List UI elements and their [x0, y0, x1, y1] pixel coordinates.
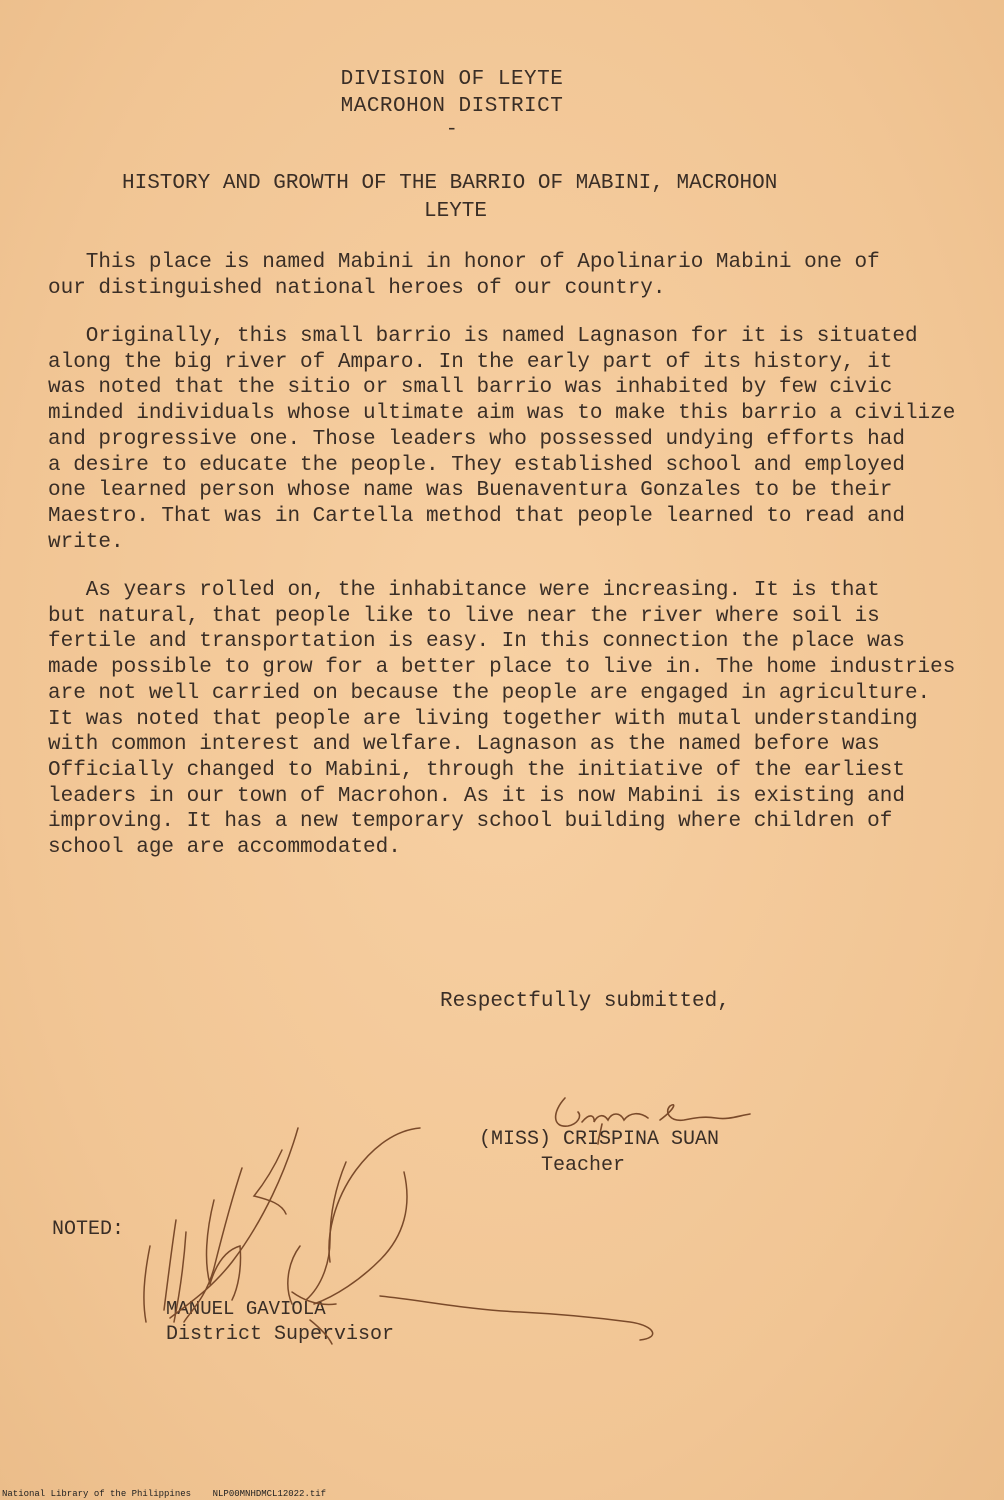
text-line: was noted that the sitio or small barrio was inhabited by few civic: [48, 376, 893, 400]
text-line: a desire to educate the people. They established school and employed: [48, 453, 905, 477]
text-line: It was noted that people are living together with mutal understanding: [48, 707, 918, 731]
text-line: write.: [48, 530, 124, 554]
heading-dash: -: [445, 118, 459, 141]
text-line: This place is named Mabini in honor of Apolinario Mabini one of: [48, 251, 880, 274]
document-title: HISTORY AND GROWTH OF THE BARRIO OF MABINI, MACROHON: [122, 172, 778, 195]
text-line: Originally, this small barrio is named Lagnason for it is situated: [48, 325, 918, 348]
text-line: but natural, that people like to live near the river where soil is: [48, 604, 880, 628]
teacher-signature: [556, 1098, 750, 1144]
closing-line: Respectfully submitted,: [440, 990, 730, 1013]
text-line: As years rolled on, the inhabitance were increasing. It is that: [48, 579, 880, 602]
archive-footer: National Library of the Philippines NLP00MNHDMCL12022.tif: [2, 1489, 327, 1499]
text-line: Maestro. That was in Cartella method that people learned to read and: [48, 504, 905, 528]
text-line: Officially changed to Mabini, through the initiative of the earliest: [48, 758, 905, 782]
supervisor-role: District Supervisor: [166, 1323, 395, 1346]
text-line: school age are accommodated.: [48, 836, 401, 860]
text-line: are not well carried on because the people are engaged in agriculture.: [48, 681, 931, 705]
text-line: fertile and transportation is easy. In this connection the place was: [48, 630, 905, 654]
supervisor-name: MANUEL GAVIOLA: [166, 1298, 326, 1320]
text-line: our distinguished national heroes of our country.: [48, 276, 666, 300]
text-line: and progressive one. Those leaders who possessed undying efforts had: [48, 427, 905, 451]
text-line: with common interest and welfare. Lagnason as the named before was: [48, 733, 880, 757]
text-line: along the big river of Amparo. In the early part of its history, it: [48, 350, 893, 374]
noted-label: NOTED:: [52, 1218, 125, 1241]
supervisor-signature: [144, 1128, 653, 1344]
text-line: leaders in our town of Macrohon. As it is now Mabini is existing and: [48, 784, 905, 808]
division-heading: DIVISION OF LEYTE: [340, 68, 564, 91]
district-heading: MACROHON DISTRICT: [340, 95, 564, 118]
text-line: minded individuals whose ultimate aim was to make this barrio a civilize: [48, 402, 956, 426]
teacher-name: (MISS) CRISPINA SUAN: [479, 1128, 720, 1151]
text-line: improving. It has a new temporary school building where children of: [48, 810, 893, 834]
text-line: made possible to grow for a better place to live in. The home industries: [48, 656, 956, 680]
teacher-role: Teacher: [541, 1154, 626, 1177]
document-title-line2: LEYTE: [424, 200, 488, 223]
text-line: one learned person whose name was Buenaventura Gonzales to be their: [48, 479, 893, 503]
